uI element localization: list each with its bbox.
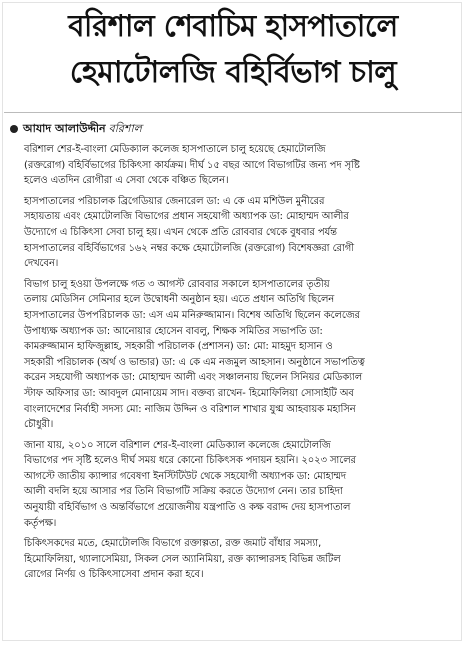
paragraph-line: হাসপাতালের বহির্বিভাগের ১৬২ নম্বর কক্ষে হেমাটোলজি (রক্তরোগ) বিশেষজ্ঞরা রোগী — [24, 242, 355, 254]
paragraph-line: দেখবেন। — [24, 258, 59, 270]
paragraph-line: উপাধ্যক্ষ অধ্যাপক ডা: আনোয়ার হোসেন বাবলু, শিক্ষক সমিতির সভাপতি ডা: — [24, 325, 323, 337]
paragraph-line: চৌধুরী। — [24, 419, 54, 431]
paragraph-line: তলায় মেডিসিন সেমিনার হলে উদ্বোধনী অনুষ্ঠান হয়। এতে প্রধান অতিথি ছিলেন — [24, 294, 335, 306]
paragraph-line: সহায়তায় এবং হেমাটোলজি বিভাগের প্রধান সহযোগী অধ্যাপক ডা: মোহাম্মদ আলীর — [24, 211, 349, 223]
paragraph-line: করেন সহযোগী অধ্যাপক ডা: মোহাম্মদ আলী এবং সঞ্চালনায় ছিলেন সিনিয়র মেডিক্যাল — [24, 372, 363, 384]
byline-author: আযাদ আলাউদ্দীন — [23, 121, 106, 135]
headline-line-1: বরিশাল শেবাচিম হাসপাতালে — [68, 9, 398, 44]
paragraph-line: হাসপাতালের পরিচালক ব্রিগেডিয়ার জেনারেল ডা: এ কে এম মশিউল মুনীরের — [24, 195, 325, 207]
paragraph-line: বরিশাল শের-ই-বাংলা মেডিক্যাল কলেজ হাসপাতালে চালু হয়েছে হেমাটোলজি — [24, 144, 326, 155]
byline-location: বরিশাল — [108, 121, 142, 135]
paragraph-line: স্টাফ অফিসার ডা: আবদুল মোনায়েম সাদ। বক্তব্য রাখেন- হিমোফিলিয়া সোসাইটি অব — [24, 387, 354, 399]
paragraph-line: হাসপাতালের উপপরিচালক ডা: এস এম মনিরুজ্জামান। বিশেষ অতিথি ছিলেন কলেজের — [24, 309, 360, 321]
paragraph-line: উদ্যোগে এ চিকিৎসা সেবা চালু হয়। এখন থেকে প্রতি রোববার থেকে বুধবার পর্যন্ত — [24, 226, 337, 238]
paragraph-line: অনুযায়ী বহির্বিভাগ ও অন্তর্বিভাগে প্রয়োজনীয় যন্ত্রপাতি ও কক্ষ বরাদ্দ দেয় হাসপাতাল — [24, 502, 351, 514]
paragraph-line: হলেও এতদিন রোগীরা এ সেবা থেকে বঞ্চিত ছিলেন। — [24, 175, 229, 187]
paragraph-line: কর্তৃপক্ষ। — [24, 517, 57, 529]
headline-line-2: হেমাটোলজি বহির্বিভাগ চালু — [69, 55, 397, 90]
paragraph-line: রোগের নির্ণয় ও চিকিৎসাসেবা প্রদান করা হবে। — [24, 569, 204, 581]
article-paragraph — [10, 438, 450, 532]
article-paragraph — [10, 194, 450, 272]
paragraph-line: আলী বদলি হয়ে আসার পর তিনি বিভাগটি সক্রিয় করতে উদ্যোগ নেন। তার চাহিদা — [24, 486, 343, 498]
paragraph-line: সহকারী পরিচালক (অর্থ ও ভান্ডার) ডা: এ কে এম নজমুল আহসান। অনুষ্ঠানে সভাপতিত্ব — [24, 356, 365, 368]
headline-divider — [4, 112, 462, 113]
paragraph-line: বাংলাদেশের নির্বাহী সদস্য মো: নাজিম উদ্দিন ও বরিশাল শাখার যুগ্ম আহবায়ক মহাসিন — [24, 403, 356, 415]
paragraph-line: আগস্টে জাতীয় ক্যান্সার গবেষণা ইনস্টিটিউট থেকে সহযোগী অধ্যাপক ডা: মোহাম্মদ — [24, 470, 346, 482]
paragraph-line: হিমোফিলিয়া, থ্যালাসেমিয়া, সিকল সেল অ্যানিমিয়া, রক্ত ক্যান্সারসহ বিভিন্ন জটিল — [24, 553, 341, 565]
article-body — [10, 142, 450, 588]
headline — [6, 4, 460, 96]
paragraph-line: জানা যায়, ২০১০ সালে বরিশাল শের-ই-বাংলা মেডিক্যাল কলেজে হেমাটোলজি — [24, 439, 331, 451]
article-paragraph — [10, 277, 450, 433]
paragraph-line: বিভাগ চালু হওয়া উপলক্ষে গত ৩ আগস্ট রোববার সকালে হাসপাতালের তৃতীয় — [24, 278, 330, 290]
paragraph-line: বিভাগের পদ সৃষ্টি হলেও দীর্ঘ সময় ধরে কোনো চিকিৎসক পদায়ন হয়নি। ২০২৩ সালের — [24, 455, 356, 467]
byline-bullet-icon — [10, 125, 18, 133]
paragraph-line: কামরুজ্জামান হাফিজুল্লাহ, সহকারী পরিচালক (প্রশাসন) ডা: মো: মাহমুদ হাসান ও — [24, 341, 333, 353]
paragraph-line: চিকিৎসকদের মতে, হেমাটোলজি বিভাগে রক্তাল্পতা, রক্ত জমাট বাঁধার সমস্যা, — [24, 538, 322, 550]
paragraph-line: (রক্তরোগ) বহির্বিভাগের চিকিৎসা কার্যক্রম। দীর্ঘ ১৫ বছর আগে বিভাগটির জন্য পদ সৃষ্টি — [24, 159, 360, 171]
article-paragraph — [10, 536, 450, 583]
byline — [10, 120, 142, 138]
article-paragraph — [10, 142, 450, 189]
